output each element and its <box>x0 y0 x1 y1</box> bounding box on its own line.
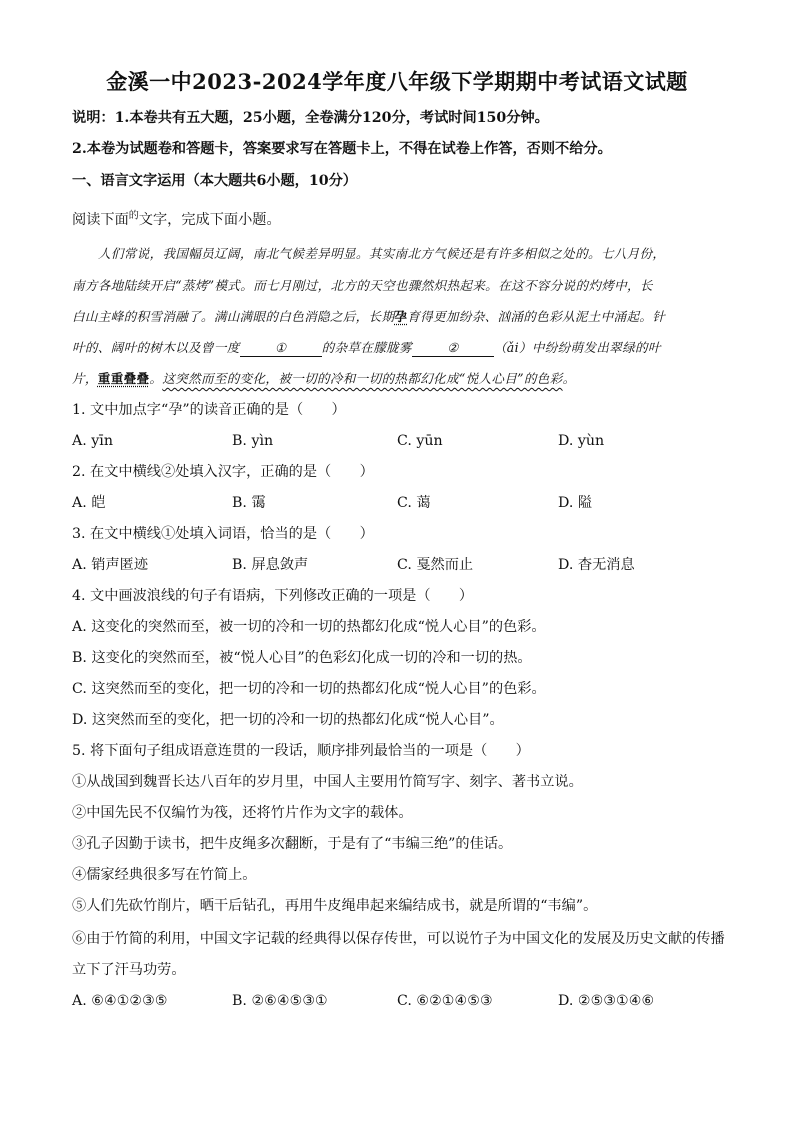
blank-1: ① <box>240 340 322 357</box>
passage-line-5 <box>72 369 720 389</box>
intro-text-b: 文字，完成下面小题。 <box>138 212 281 228</box>
passage-line-4 <box>72 338 720 358</box>
passage-text: 的杂草在朦胧雾 <box>321 340 412 355</box>
q5-sentence-4: ④儒家经典很多写在竹简上。 <box>72 867 257 883</box>
q2-option-d: D. 隘 <box>558 495 593 511</box>
q5-option-d: D. ②⑤③①④⑥ <box>558 993 655 1009</box>
q4-option-b: B. 这变化的突然而至，被“悦人心目”的色彩幻化成一切的冷和一切的热。 <box>72 650 532 666</box>
dotted-character: 孕 <box>394 309 408 324</box>
q4-option-c: C. 这突然而至的变化，把一切的冷和一切的热都幻化成“悦人心目”的色彩。 <box>72 681 546 697</box>
q5-sentence-6: ⑥由于竹简的利用，中国文字记载的经典得以保存传世，可以说竹子为中国文化的发展及历史文献的传播 <box>72 931 725 947</box>
q5-sentence-6-cont: 立下了汗马功劳。 <box>72 962 186 978</box>
dotted-phrase: 重重叠叠 <box>97 371 150 386</box>
q3-option-a: A. 销声匿迹 <box>72 557 149 573</box>
q5-option-b: B. ②⑥④⑤③① <box>232 993 328 1009</box>
instructions-note-1: 说明：1.本卷共有五大题，25小题，全卷满分120分，考试时间150分钟。 <box>72 110 549 126</box>
q5-sentence-3: ③孔子因勤于读书，把牛皮绳多次翻断，于是有了“韦编三绝”的佳话。 <box>72 836 513 852</box>
q1-option-b: B. yìn <box>232 433 274 449</box>
q1-option-d: D. yùn <box>558 433 605 449</box>
question-2: 2. 在文中横线②处填入汉字，正确的是（ ） <box>72 464 374 480</box>
intro-text-a: 阅读下面 <box>72 212 129 228</box>
instructions-note-2: 2.本卷为试题卷和答题卡，答案要求写在答题卡上，不得在试卷上作答，否则不给分。 <box>72 141 612 157</box>
passage-line-3 <box>72 307 720 327</box>
q1-option-c: C. yūn <box>397 433 443 449</box>
q3-option-b: B. 屏息敛声 <box>232 557 309 573</box>
q4-option-d: D. 这突然而至的变化，把一切的冷和一切的热都幻化成“悦人心目”。 <box>72 712 504 728</box>
page-title: 金溪一中2023-2024学年度八年级下学期期中考试语文试题 <box>106 69 688 94</box>
q5-option-c: C. ⑥②①④⑤③ <box>397 993 493 1009</box>
q1-option-a: A. yīn <box>72 433 113 449</box>
passage-text: 片， <box>72 371 98 386</box>
intro-superscript: 的 <box>128 210 139 222</box>
q5-sentence-1: ①从战国到魏晋长达八百年的岁月里，中国人主要用竹简写字、刻字、著书立说。 <box>72 774 583 790</box>
q2-option-a: A. 皑 <box>72 495 106 511</box>
q4-option-a: A. 这变化的突然而至，被一切的冷和一切的热都幻化成“悦人心目”的色彩。 <box>72 619 546 635</box>
passage-text: 。 <box>149 371 163 386</box>
q5-option-a: A. ⑥④①②③⑤ <box>72 993 168 1009</box>
q5-sentence-2: ②中国先民不仅编竹为筏，还将竹片作为文字的载体。 <box>72 805 413 821</box>
q2-option-c: C. 蔼 <box>397 495 431 511</box>
q5-sentence-5: ⑤人们先砍竹削片，晒干后钻孔，再用牛皮绳串起来编结成书，就是所谓的“韦编”。 <box>72 898 598 914</box>
question-5: 5. 将下面句子组成语意连贯的一段话，顺序排列最恰当的一项是（ ） <box>72 743 530 759</box>
passage-line-2: 南方各地陆续开启“蒸烤”模式。而七月刚过，北方的天空也骤然炽热起来。在这不容分说的灼烤中，长 <box>72 278 653 293</box>
passage-text: 育得更加纷杂、汹涌的色彩从泥土中涌起。针 <box>407 309 666 324</box>
wavy-underlined-sentence: 这突然而至的变化，被一切的冷和一切的热都幻化成“悦人心目”的色彩 <box>162 371 563 386</box>
passage-text: （ǎi）中纷纷萌发出翠绿的叶 <box>493 340 661 355</box>
question-4: 4. 文中画波浪线的句子有语病，下列修改正确的一项是（ ） <box>72 588 474 604</box>
passage-text: 叶的、阔叶的树木以及曾一度 <box>72 340 240 355</box>
reading-intro <box>72 210 732 230</box>
q2-option-b: B. 霭 <box>232 495 266 511</box>
passage-text: 白山主峰的积雪消融了。满山满眼的白色消隐之后，长期 <box>72 309 395 324</box>
section-heading: 一、语言文字运用（本大题共6小题，10分） <box>72 173 357 189</box>
question-3: 3. 在文中横线①处填入词语，恰当的是（ ） <box>72 526 374 542</box>
passage-line-1: 人们常说，我国幅员辽阔，南北气候差异明显。其实南北方气候还是有许多相似之处的。七八月份， <box>98 246 666 261</box>
blank-2: ② <box>412 340 494 357</box>
passage-text: 。 <box>562 371 576 386</box>
question-1: 1. 文中加点字“孕”的读音正确的是（ ） <box>72 402 346 418</box>
q3-option-c: C. 戛然而止 <box>397 557 474 573</box>
q3-option-d: D. 杳无消息 <box>558 557 635 573</box>
